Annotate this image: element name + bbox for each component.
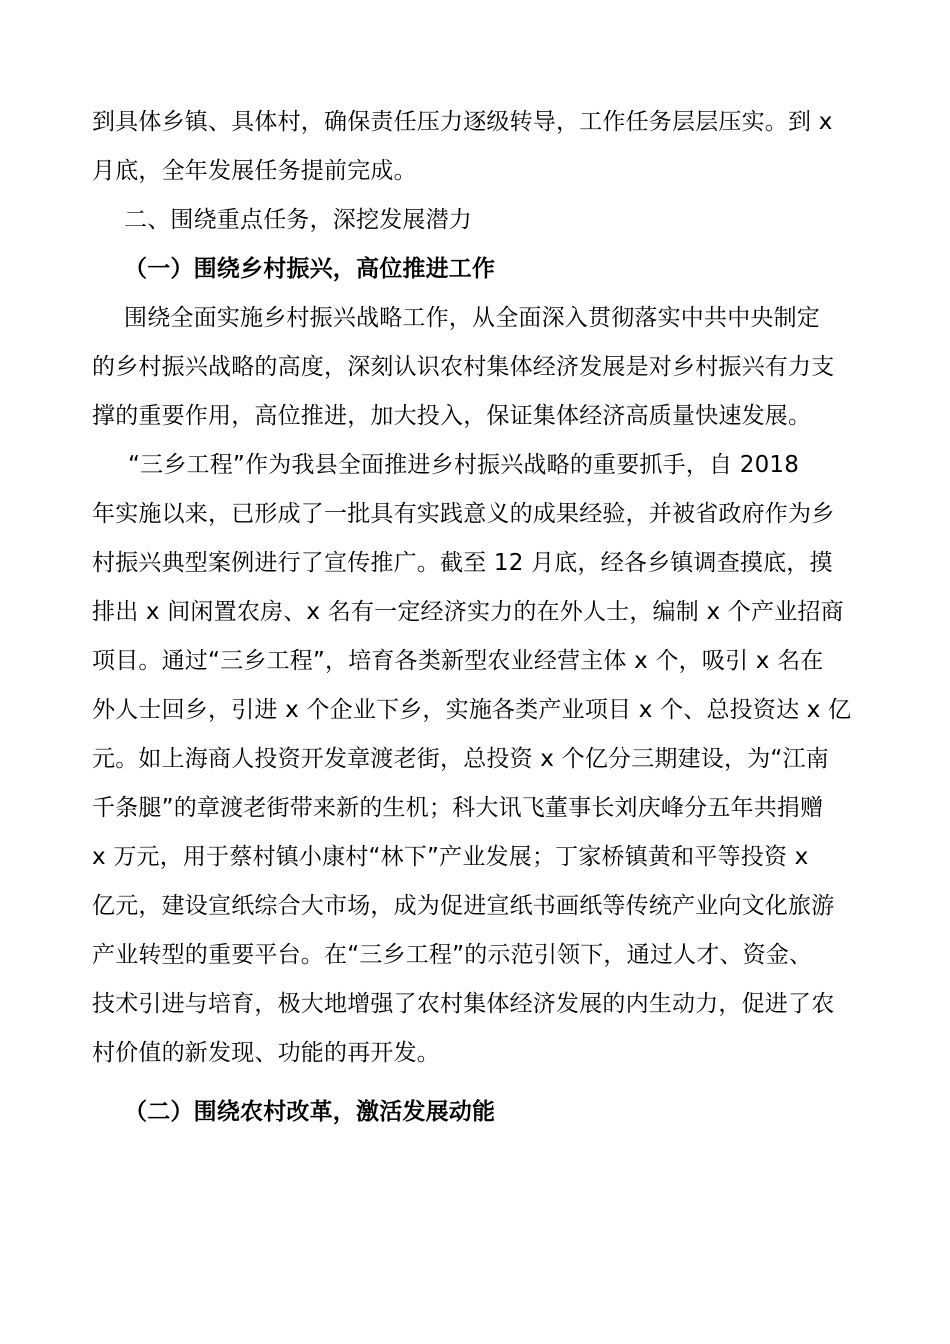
section-heading: 二、围绕重点任务，深挖发展潜力 (124, 207, 472, 233)
paragraph-line: 年实施以来，已形成了一批具有实践意义的成果经验，并被省政府作为乡 (92, 501, 835, 527)
paragraph-line: 项目。通过“三乡工程”，培育各类新型农业经营主体 x 个，吸引 x 名在 (92, 648, 824, 674)
paragraph-line: 村价值的新发现、功能的再开发。 (92, 1040, 440, 1066)
paragraph-line: 亿元，建设宣纸综合大市场，成为促进宣纸书画纸等传统产业向文化旅游 (92, 893, 835, 919)
paragraph-line: 撑的重要作用，高位推进，加大投入，保证集体经济高质量快速发展。 (92, 403, 812, 429)
spacer (92, 1078, 860, 1088)
paragraph-line: 围绕全面实施乡村振兴战略工作，从全面深入贯彻落实中共中央制定 (124, 305, 820, 331)
paragraph-line: 村振兴典型案例进行了宣传推广。截至 12 月底，经各乡镇调查摸底，摸 (92, 550, 833, 576)
paragraph-line: “三乡工程”作为我县全面推进乡村振兴战略的重要抓手，自 2018 (128, 452, 800, 478)
paragraph-line: 外人士回乡，引进 x 个企业下乡，实施各类产业项目 x 个、总投资达 x 亿 (92, 697, 852, 723)
paragraph-line: 技术引进与培育，极大地增强了农村集体经济发展的内生动力，促进了农 (92, 991, 835, 1017)
subsection-heading: （一）围绕乡村振兴，高位推进工作 (124, 256, 496, 282)
document-page (92, 98, 860, 1137)
paragraph-line: 元。如上海商人投资开发章渡老街，总投资 x 个亿分三期建设，为“江南 (92, 746, 829, 772)
paragraph-line: x 万元，用于蔡村镇小康村“林下”产业发展；丁家桥镇黄和平等投资 x (92, 844, 809, 870)
paragraph-line: 到具体乡镇、具体村，确保责任压力逐级转导，工作任务层层压实。到 x (92, 109, 833, 135)
paragraph-line: 排出 x 间闲置农房、x 名有一定经济实力的在外人士，编制 x 个产业招商 (92, 599, 844, 625)
paragraph-line: 千条腿”的章渡老街带来新的生机；科大讯飞董事长刘庆峰分五年共捐赠 (92, 795, 824, 821)
paragraph-line: 月底，全年发展任务提前完成。 (92, 158, 417, 184)
subsection-heading: （二）围绕农村改革，激活发展动能 (124, 1099, 496, 1125)
paragraph-line: 产业转型的重要平台。在“三乡工程”的示范引领下，通过人才、资金、 (92, 942, 813, 968)
paragraph-line: 的乡村振兴战略的高度，深刻认识农村集体经济发展是对乡村振兴有力支 (92, 354, 835, 380)
